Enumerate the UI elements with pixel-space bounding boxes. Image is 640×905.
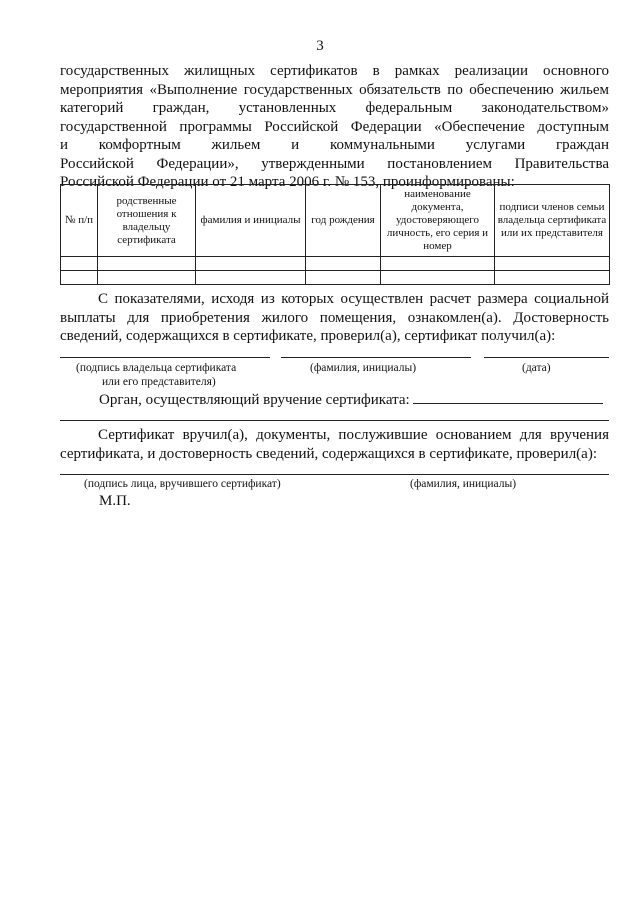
table-cell [196,257,306,271]
table-cell [61,257,98,271]
intro-paragraph [60,62,609,192]
acknowledgement-line: С показателями, исходя из которых осуществлен расчет размера социальной [98,291,609,307]
date-caption: (дата) [522,362,551,374]
intro-line: и комфортным жильем и коммунальными услугами граждан [60,137,609,153]
table-cell [306,271,381,285]
intro-line: Российской Федерации», утвержденными постановлением Правительства [60,155,609,172]
owner-name-line[interactable] [281,357,471,358]
date-line[interactable] [484,357,609,358]
column-header-number: № п/п [61,185,98,257]
intro-line: Российской Федерации от 21 марта 2006 г. № 153, проинформированы: [60,174,515,190]
issuing-body-continuation-line[interactable] [60,420,609,421]
acknowledgement-line: сведений, содержащихся в сертификате, проверил(а), сертификат получил(а): [60,328,556,344]
table-cell [381,257,495,271]
intro-line: мероприятия «Выполнение государственных обязательств по обеспечению жильем [60,81,609,98]
intro-line: государственной программы Российской Федерации «Обеспечение доступным [60,118,609,135]
table-header-row [61,185,610,257]
table-cell [495,257,610,271]
owner-signature-caption-cont: или его представителя) [102,376,216,388]
table-cell [495,271,610,285]
table-cell [61,271,98,285]
handover-paragraph [60,426,609,463]
intro-line: государственных жилищных сертификатов в рамках реализации основного [60,63,609,79]
column-header-id-document: наименование документа, удостоверяющего личность, его серия и номер [381,185,495,257]
table-cell [196,271,306,285]
column-header-birth-year: год рождения [306,185,381,257]
table-row [61,271,610,285]
page-number: 3 [316,38,324,54]
owner-signature-caption: (подпись владельца сертификата [76,362,237,374]
column-header-name: фамилия и инициалы [196,185,306,257]
owner-signature-line[interactable] [60,357,270,358]
acknowledgement-paragraph [60,290,609,346]
table-cell [98,271,196,285]
table-row [61,257,610,271]
family-members-table [60,184,610,285]
issuer-name-caption: (фамилия, инициалы) [410,478,517,490]
column-header-signatures: подписи членов семьи владельца сертификата или их представителя [495,185,610,257]
acknowledgement-line: выплаты для приобретения жилого помещения, ознакомлен(а). Достоверность [60,309,609,326]
issuer-signature-line[interactable] [60,474,609,475]
handover-line: сертификата, и достоверность сведений, содержащихся в сертификате, проверил(а): [60,445,597,462]
seal-label: М.П. [99,493,131,509]
issuing-body-field[interactable] [413,389,603,404]
table-cell [381,271,495,285]
column-header-relationship: родственные отношения к владельцу сертификата [98,185,196,257]
table-cell [98,257,196,271]
issuing-body-row [99,389,603,409]
owner-name-caption: (фамилия, инициалы) [310,362,417,374]
issuer-signature-caption: (подпись лица, вручившего сертификат) [84,478,281,490]
intro-line: категорий граждан, установленных федеральным законодательством» [60,100,609,116]
handover-line: Сертификат вручил(а), документы, послужившие основанием для вручения [98,427,609,443]
table-cell [306,257,381,271]
issuing-body-label: Орган, осуществляющий вручение сертификата: [99,392,410,408]
